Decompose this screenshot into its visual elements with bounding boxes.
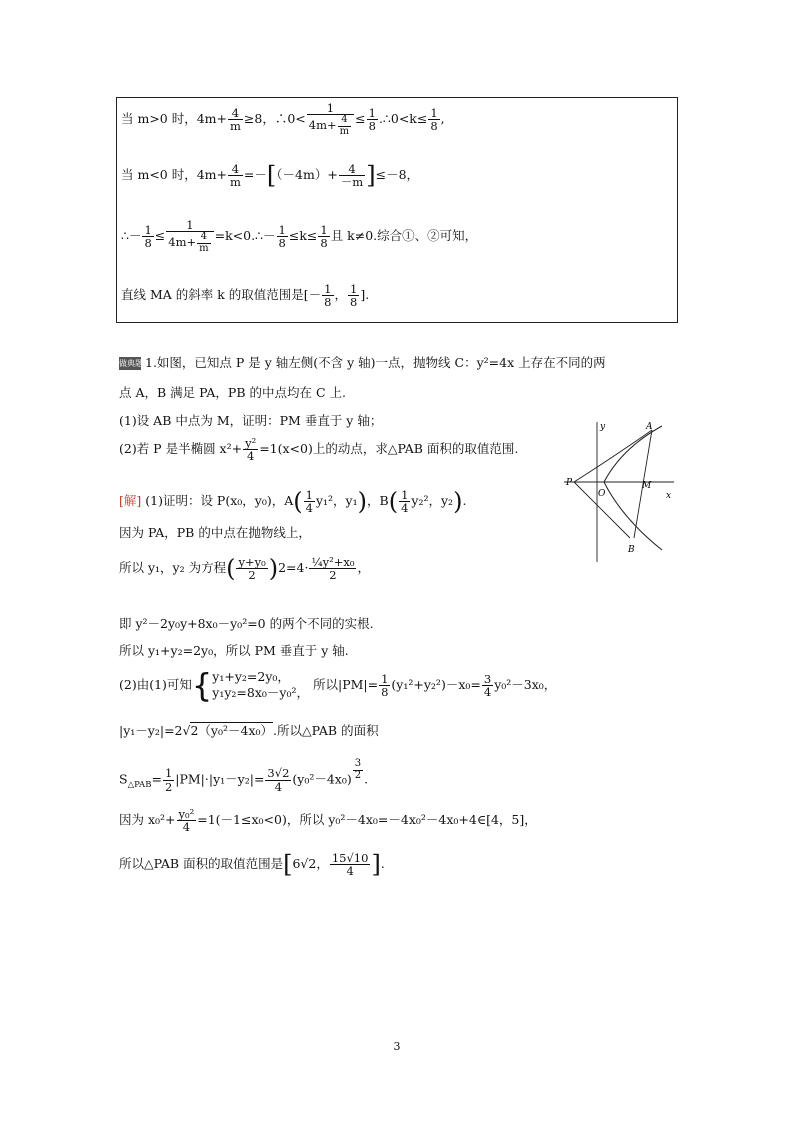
- solution-line-9: 因为 x₀²+ $\frac{\text{y₀²}}{4}$ =1(－1≤x₀<0)，所以 y₀²－4x₀=－4x₀²－4x₀+4∈[4，5]，: [119, 807, 537, 835]
- solution-line-3: 所以 y₁，y₂ 为方程( $\frac{\text{y+y₀}}{2}$ )2=4· $\frac{\text{¼y²+x₀}}{2}$ ，: [119, 554, 370, 583]
- box-line-2: 当 m<0 时，4m+ $\frac{4}{m}$ =－[（－4m）+ $\frac{4}{-m}$ ]≤－8，: [121, 161, 420, 190]
- label-a: A: [646, 422, 653, 432]
- label-o: O: [598, 489, 606, 499]
- label-m: M: [642, 481, 652, 491]
- solution-line-4: 即 y²－2y₀y+8x₀－y₀²=0 的两个不同的实根.: [119, 616, 374, 631]
- page-number: 3: [393, 1040, 401, 1053]
- curve-pa: [574, 430, 652, 482]
- problem-line-2: 点 A，B 满足 PA，PB 的中点均在 C 上.: [119, 385, 346, 400]
- label-b: B: [628, 545, 635, 555]
- solution-line-1: [解] (1)证明：设 P(x₀，y₀)，A( $\frac{1}{4}$ y₁²，y₁)，B( $\frac{1}{4}$ y₂²，y₂).: [119, 487, 467, 516]
- label-x: x: [666, 491, 672, 501]
- solution-line-5: 所以 y₁+y₂=2y₀，所以 PM 垂直于 y 轴.: [119, 643, 349, 658]
- label-p: P: [566, 478, 573, 488]
- solution-line-10: 所以△PAB 面积的取值范围是[6√2， $\frac{15√10}{4}$ ].: [119, 850, 385, 879]
- solution-line-8: $S_{\triangle PAB}=$ $\frac{1}{2}$ |PM|·|y₁－y₂|= $\frac{3√2}{4}$ (y₀²－4x₀) $\frac{3}{2}$ .: [119, 758, 369, 794]
- solution-line-2: 因为 PA，PB 的中点在抛物线上，: [119, 525, 311, 540]
- solution-line-6: (2)由(1)可知{ y₁+y₂=2y₀， y₁y₂=8x₀－y₀²， 所以|PM|= $\frac{1}{8}$ (y₁²+y₂²)－x₀= $\frac{3}{4}$ y₀²－3x₀，: [119, 666, 557, 705]
- parabola-figure: [562, 418, 678, 564]
- label-y: y: [600, 422, 606, 432]
- problem-part-2: (2)若 P 是半椭圆 x²+ $\frac{\text{y²}}{4}$ =1(x<0)上的动点，求△PAB 面积的取值范围.: [119, 436, 519, 464]
- box-line-1: 当 m>0 时，4m+ $\frac{4}{m}$ ≥8，∴0< 1 4m+ $\frac{4}{m}$ ≤ $\frac{1}{8}$ .∴0<k≤ $\frac{1}{8}$ ,: [121, 101, 445, 137]
- box-line-3: ∴－ $\frac{1}{8}$ ≤ 1 4m+ $\frac{4}{m}$ =k<0.∴－ $\frac{1}{8}$ ≤k≤ $\frac{1}{8}$ 且 k≠0.综合①、②可知，: [121, 218, 478, 254]
- problem-part-1: (1)设 AB 中点为 M，证明：PM 垂直于 y 轴；: [119, 413, 383, 428]
- jie-label: [解]: [119, 493, 142, 509]
- parabola-curve: [604, 426, 662, 550]
- box-line-4: 直线 MA 的斜率 k 的取值范围是[－ $\frac{1}{8}$ ， $\frac{1}{8}$ ].: [121, 282, 370, 310]
- problem-line-1: 做典题 1.如图，已知点 P 是 y 轴左侧(不含 y 轴)一点，抛物线 C：y²=4x 上存在不同的两: [119, 355, 606, 370]
- example-badge: 做典题: [119, 359, 143, 368]
- solution-line-7: |y₁－y₂|=2√2（y₀²－4x₀）.所以△PAB 的面积: [119, 723, 379, 738]
